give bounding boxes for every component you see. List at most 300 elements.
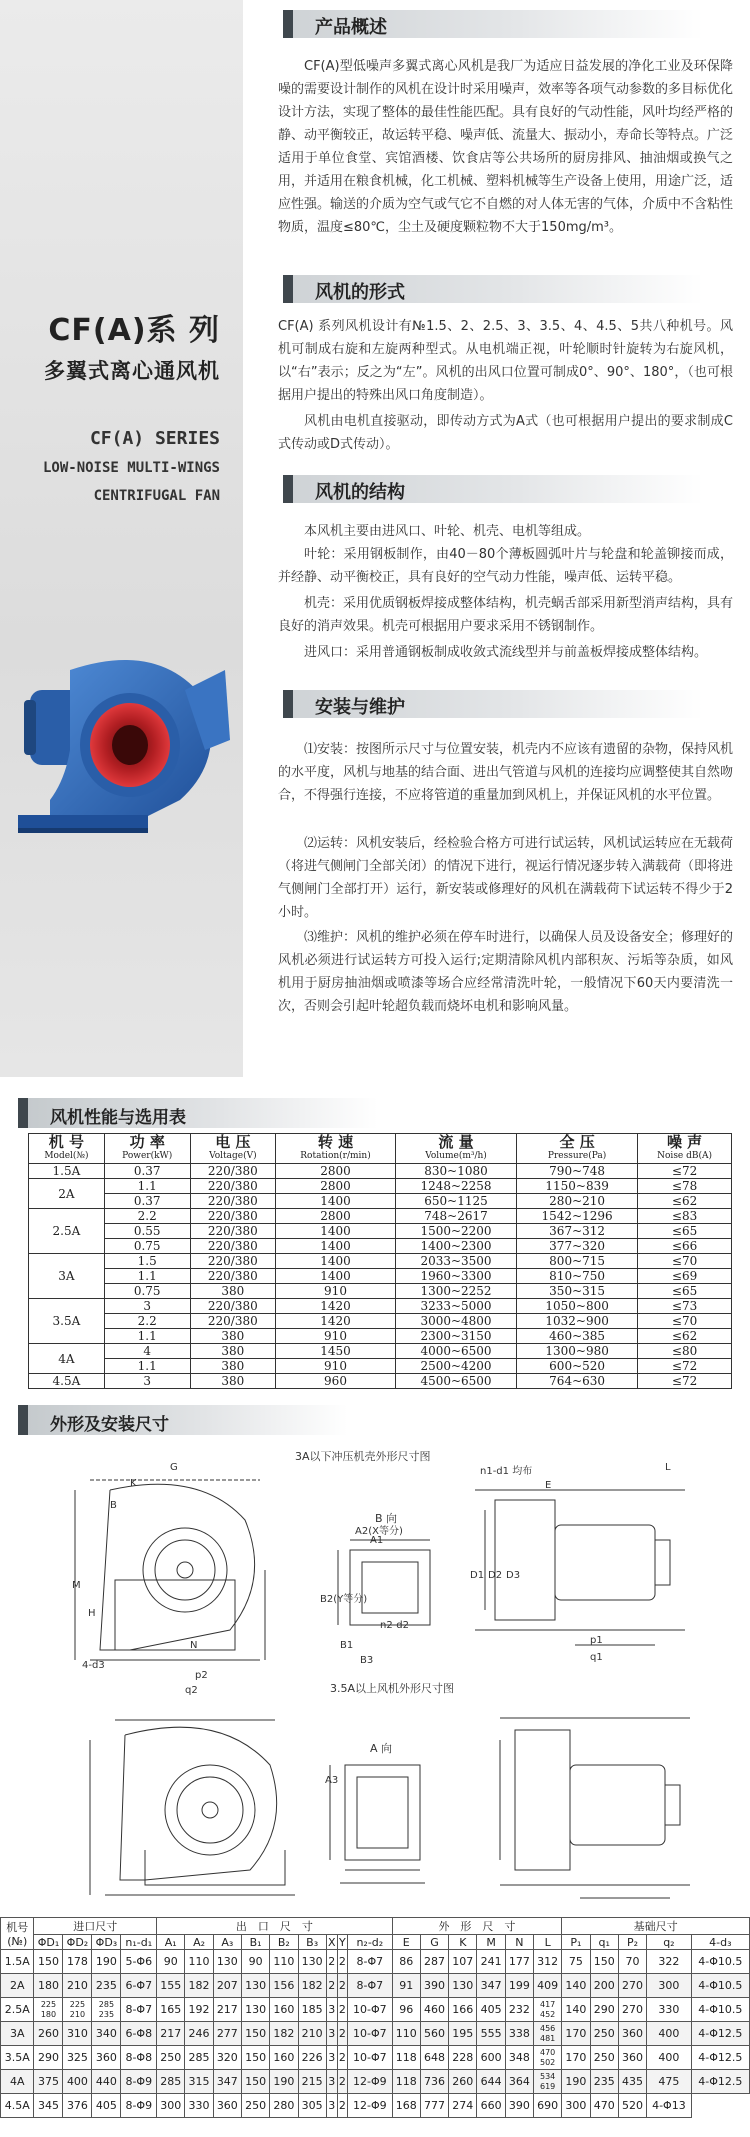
- perf-cell: 0.55: [104, 1224, 190, 1239]
- dim-cell: 325: [63, 2046, 92, 2070]
- dim-cell: 118: [392, 2070, 420, 2094]
- perf-cell: ≤80: [638, 1344, 732, 1359]
- perf-cell: 220/380: [190, 1239, 275, 1254]
- perf-cell: ≤62: [638, 1329, 732, 1344]
- dim-cell: 160: [270, 2046, 298, 2070]
- dim-cell: [534, 1998, 562, 2022]
- dim-cell: 199: [505, 1974, 533, 1998]
- perf-cell: 960: [276, 1374, 396, 1389]
- perf-cell: 810~750: [517, 1269, 638, 1284]
- perf-cell: 764~630: [517, 1374, 638, 1389]
- dim-cell: 260: [449, 2070, 477, 2094]
- drawing-dimension-label: n2-d2: [380, 1620, 410, 1631]
- dim-model-cell: 2A: [1, 1974, 34, 1998]
- drawing-dimension-label: q1: [590, 1652, 603, 1663]
- dim-col-header-0: ΦD₁: [34, 1935, 63, 1950]
- perf-cell: 790~748: [517, 1164, 638, 1179]
- dim-cell: 3: [326, 1998, 337, 2022]
- form-text-2: 风机由电机直接驱动，即传动方式为A式（也可根据用户提出的要求制成C式传动或D式传动）。: [278, 414, 733, 452]
- overview-text: CF(A)型低噪声多翼式离心风机是我厂为适应日益发展的净化工业及环保降噪的需要设计制作的风机在设计时采用噪声，效率等各项气动参数的多目标优化设计方法，实现了整体的最佳性能匹配。具有良好的气动性能，风叶均经严格的静、动平衡较正，故运转平稳、噪声低、流量大、振动小，寿命长等特点。广泛适用于单位食堂、宾馆酒楼、饮食店等公共场所的厨房排风、抽油烟或换气之用，并适用在粮食机械，化工机械、塑料机械等生产设备上使用，用途广泛，适应性强。输送的介质为空气或气它不自燃的对人体无害的气体，介质中不含粘性物质，温度≤80℃，尘土及硬度颗粒物不大于150mg/m³。: [278, 59, 734, 235]
- perf-header-1: [104, 1134, 190, 1164]
- dim-cell: 250: [590, 2046, 618, 2070]
- perf-cell: ≤70: [638, 1254, 732, 1269]
- dim-cell: 2: [337, 1950, 347, 1974]
- perf-header-6: [638, 1134, 732, 1164]
- dim-cell: 6-Φ7: [121, 1974, 157, 1998]
- dim-col-header-7: B₁: [241, 1935, 269, 1950]
- drawing-dimension-label: D1: [470, 1570, 485, 1581]
- dim-cell: 246: [185, 2022, 213, 2046]
- dim-cell: 2: [337, 1998, 347, 2022]
- perf-header-en: Power(kW): [122, 1150, 173, 1161]
- dim-cell: [63, 1998, 92, 2022]
- perf-model-cell: 2A: [29, 1179, 105, 1209]
- dim-cell: [534, 2046, 562, 2070]
- view-b-label: B 向: [375, 1512, 398, 1525]
- perf-cell: 0.37: [104, 1194, 190, 1209]
- dim-col-header-1: ΦD₂: [63, 1935, 92, 1950]
- dim-cell: 3: [326, 2094, 337, 2118]
- perf-cell: 1.5: [104, 1254, 190, 1269]
- dimensions-table: [0, 1917, 750, 2118]
- dim-cell: 390: [505, 2094, 533, 2118]
- dim-model-cell: 4.5A: [1, 2094, 34, 2118]
- dim-cell: 160: [270, 1998, 298, 2022]
- dim-cell: 10-Φ7: [348, 2046, 393, 2070]
- dim-cell: 330: [647, 1998, 692, 2022]
- dim-cell: 155: [157, 1974, 185, 1998]
- perf-cell: 220/380: [190, 1254, 275, 1269]
- form-text-1: CF(A) 系列风机设计有№1.5、2、2.5、3、3.5、4、4.5、5共八种机号。风机可制成右旋和左旋两种型式。从电机端正视，叶轮顺时针旋转为右旋风机，以“右”表示；反之为“左”。风机的出风口位置可制成0°、90°、180°，（也可根据用户提出的特殊出风口角度制造）。: [278, 319, 733, 403]
- structure-heading: 风机的结构: [283, 475, 703, 503]
- dim-model-cell: 4A: [1, 2070, 34, 2094]
- table-row: [1, 2022, 750, 2046]
- perf-header-4: [395, 1134, 516, 1164]
- series-title: CF(A)系 列: [48, 313, 220, 348]
- drawing-dimension-label: L: [665, 1462, 671, 1473]
- drawing-dimension-label: D3: [506, 1570, 521, 1581]
- dim-cell: 190: [270, 2070, 298, 2094]
- table-row: [1, 1998, 750, 2022]
- dim-cell: 150: [241, 2070, 269, 2094]
- dim-cell: 310: [63, 2022, 92, 2046]
- perf-cell: ≤62: [638, 1194, 732, 1209]
- dim-cell: [34, 1998, 63, 2022]
- perf-header-en: Voltage(V): [209, 1150, 257, 1161]
- dim-cell: 170: [562, 2022, 590, 2046]
- perf-cell: 748~2617: [395, 1209, 516, 1224]
- drawing-small-front-view: [70, 1460, 290, 1675]
- dim-cell: 235: [590, 2070, 618, 2094]
- perf-cell: 1450: [276, 1344, 396, 1359]
- dim-cell: 130: [241, 1974, 269, 1998]
- dim-cell: 360: [618, 2046, 646, 2070]
- perf-model-cell: 3A: [29, 1254, 105, 1299]
- dim-col-header-23: 4-d₃: [691, 1935, 749, 1950]
- drawing-dimension-label: K: [130, 1478, 137, 1489]
- dim-cell: 250: [241, 2094, 269, 2118]
- table-row: [29, 1374, 732, 1389]
- dim-cell: 290: [34, 2046, 63, 2070]
- dim-cell: 305: [298, 2094, 326, 2118]
- dim-cell: 12-Φ9: [348, 2094, 393, 2118]
- perf-cell: ≤73: [638, 1299, 732, 1314]
- perf-cell: 0.75: [104, 1284, 190, 1299]
- perf-cell: 1400: [276, 1254, 396, 1269]
- perf-header-en: Volume(m³/h): [425, 1150, 487, 1161]
- dim-cell: 250: [157, 2046, 185, 2070]
- dim-cell: 475: [647, 2070, 692, 2094]
- perf-header-en: Pressure(Pa): [547, 1150, 607, 1161]
- dim-cell: 4-Φ12.5: [691, 2022, 749, 2046]
- dim-cell: 182: [185, 1974, 213, 1998]
- dim-cell: 182: [298, 1974, 326, 1998]
- dim-cell: 110: [270, 1950, 298, 1974]
- dim-cell: 250: [590, 2022, 618, 2046]
- dim-cell: 360: [618, 2022, 646, 2046]
- dim-cell: 130: [241, 1998, 269, 2022]
- view-a-label: A 向: [370, 1742, 393, 1755]
- perf-cell: 910: [276, 1329, 396, 1344]
- dim-cell: 107: [449, 1950, 477, 1974]
- dim-cell: 290: [590, 1998, 618, 2022]
- dim-cell: 192: [185, 1998, 213, 2022]
- dim-cell: 185: [298, 1998, 326, 2022]
- dim-col-header-14: G: [420, 1935, 448, 1950]
- perf-cell: 600~520: [517, 1359, 638, 1374]
- table-row: [1, 2046, 750, 2070]
- dim-cell: 470: [590, 2094, 618, 2118]
- dim-cell: 86: [392, 1950, 420, 1974]
- perf-cell: 220/380: [190, 1209, 275, 1224]
- drawing-dimension-label: 4-d3: [82, 1660, 105, 1671]
- perf-cell: 0.37: [104, 1164, 190, 1179]
- table-row: [29, 1254, 732, 1269]
- perf-header-cn: 功 率: [129, 1132, 165, 1151]
- dim-cell-part: 619: [540, 2081, 556, 2091]
- perf-cell: 220/380: [190, 1299, 275, 1314]
- dim-cell: 644: [477, 2070, 505, 2094]
- perf-cell: 1032~900: [517, 1314, 638, 1329]
- dim-cell: 140: [562, 1998, 590, 2022]
- series-en-title: CF(A) SERIES: [89, 428, 220, 449]
- perf-cell: 280~210: [517, 1194, 638, 1209]
- table-row: [29, 1299, 732, 1314]
- table-row: [29, 1269, 732, 1284]
- caption-small-fan: 3A以下冲压机壳外形尺寸图: [295, 1450, 431, 1463]
- table-row: [29, 1194, 732, 1209]
- table-row: [29, 1359, 732, 1374]
- perf-cell: 4: [104, 1344, 190, 1359]
- dim-cell: 338: [505, 2022, 533, 2046]
- dim-cell: 312: [534, 1950, 562, 1974]
- dim-cell: 3: [326, 2070, 337, 2094]
- dim-cell: 182: [270, 2022, 298, 2046]
- perf-cell: 1400: [276, 1194, 396, 1209]
- perf-header-5: [517, 1134, 638, 1164]
- dim-cell: 330: [185, 2094, 213, 2118]
- dim-cell: 168: [392, 2094, 420, 2118]
- table-row: [29, 1314, 732, 1329]
- dim-cell-part: 502: [540, 2057, 556, 2067]
- perf-cell: 4000~6500: [395, 1344, 516, 1359]
- dim-cell: 2: [337, 1974, 347, 1998]
- dim-col-header-15: K: [449, 1935, 477, 1950]
- dim-cell: 400: [63, 2070, 92, 2094]
- dim-cell: 300: [562, 2094, 590, 2118]
- dim-cell: 277: [213, 2022, 241, 2046]
- drawing-dimension-label: D2: [488, 1570, 503, 1581]
- drawing-dimension-label: A1: [370, 1535, 384, 1546]
- perf-cell: 1150~839: [517, 1179, 638, 1194]
- dim-cell: 150: [34, 1950, 63, 1974]
- dim-cell: 190: [562, 2070, 590, 2094]
- dim-col-header-19: P₁: [562, 1935, 590, 1950]
- dim-cell: 226: [298, 2046, 326, 2070]
- performance-header-row: [29, 1134, 732, 1164]
- drawing-dimension-label: B1: [340, 1640, 354, 1651]
- perf-cell: ≤65: [638, 1224, 732, 1239]
- perf-cell: ≤65: [638, 1284, 732, 1299]
- dim-cell: 736: [420, 2070, 448, 2094]
- dim-cell: 217: [213, 1998, 241, 2022]
- perf-cell: 220/380: [190, 1269, 275, 1284]
- structure-text-3: 机壳：采用优质钢板焊接成整体结构，机壳蜗舌部采用新型消声结构，具有良好的消声效果。机壳可根据用户要求采用不锈钢制作。: [278, 596, 734, 634]
- perf-cell: ≤83: [638, 1209, 732, 1224]
- perf-header-3: [276, 1134, 396, 1164]
- dim-cell: 648: [420, 2046, 448, 2070]
- dim-cell: 274: [449, 2094, 477, 2118]
- drawing-dimension-label: B3: [360, 1655, 374, 1666]
- dim-cell: 285: [185, 2046, 213, 2070]
- perf-cell: 1050~800: [517, 1299, 638, 1314]
- dim-cell: 340: [92, 2022, 121, 2046]
- perf-cell: 1300~2252: [395, 1284, 516, 1299]
- dim-cell: 322: [647, 1950, 692, 1974]
- dim-cell: [534, 2022, 562, 2046]
- dim-cell: 207: [213, 1974, 241, 1998]
- dim-cell: 400: [647, 2046, 692, 2070]
- perf-cell: ≤70: [638, 1314, 732, 1329]
- perf-header-cn: 噪 声: [666, 1132, 703, 1151]
- dim-cell: 600: [477, 2046, 505, 2070]
- perf-model-cell: 4A: [29, 1344, 105, 1374]
- perf-cell: 3: [104, 1374, 190, 1389]
- dim-header-model: 机号 (№): [1, 1918, 34, 1950]
- perf-model-cell: 2.5A: [29, 1209, 105, 1254]
- dim-cell: 460: [420, 1998, 448, 2022]
- dim-cell-part: 456: [540, 2023, 556, 2033]
- dim-cell: 390: [420, 1974, 448, 1998]
- dim-cell: 8-Φ8: [121, 2046, 157, 2070]
- table-row: [29, 1284, 732, 1299]
- dim-cell: 560: [420, 2022, 448, 2046]
- dim-cell: 156: [270, 1974, 298, 1998]
- dim-col-header-5: A₂: [185, 1935, 213, 1950]
- dim-cell: 130: [298, 1950, 326, 1974]
- perf-cell: 380: [190, 1284, 275, 1299]
- dim-col-header-9: B₃: [298, 1935, 326, 1950]
- dim-cell: 8-Φ9: [121, 2070, 157, 2094]
- perf-header-en: Model(№): [44, 1150, 89, 1161]
- dim-cell: 150: [590, 1950, 618, 1974]
- dim-cell: 280: [270, 2094, 298, 2118]
- form-heading: 风机的形式: [283, 275, 703, 303]
- dim-cell: 110: [185, 1950, 213, 1974]
- perf-cell: 1400: [276, 1224, 396, 1239]
- dim-cell: 360: [92, 2046, 121, 2070]
- dim-cell: 435: [618, 2070, 646, 2094]
- table-row: [1, 1950, 750, 1974]
- dim-cell: 190: [92, 1950, 121, 1974]
- perf-cell: 910: [276, 1359, 396, 1374]
- dim-cell: 409: [534, 1974, 562, 1998]
- dim-cell-part: 452: [540, 2009, 556, 2019]
- dim-col-header-2: ΦD₃: [92, 1935, 121, 1950]
- drawing-dimension-label: p1: [590, 1635, 603, 1646]
- perf-cell: 2800: [276, 1209, 396, 1224]
- dim-col-header-16: M: [477, 1935, 505, 1950]
- perf-cell: 1248~2258: [395, 1179, 516, 1194]
- dim-cell: 440: [92, 2070, 121, 2094]
- perf-cell: 1400: [276, 1239, 396, 1254]
- dim-cell: 364: [505, 2070, 533, 2094]
- dim-header-outlet: 出 口 尺 寸: [157, 1918, 392, 1935]
- series-en-line3: CENTRIFUGAL FAN: [93, 488, 220, 504]
- dim-cell: 210: [63, 1974, 92, 1998]
- perf-header-cn: 全 压: [559, 1132, 595, 1151]
- drawing-dimension-label: M: [72, 1580, 81, 1591]
- drawing-dimension-label: N: [190, 1640, 198, 1651]
- dim-cell: 300: [647, 1974, 692, 1998]
- table-row: [29, 1209, 732, 1224]
- dim-cell: 660: [477, 2094, 505, 2118]
- dim-cell: 90: [241, 1950, 269, 1974]
- drawing-large-side-view: [470, 1700, 710, 1910]
- dim-cell: 270: [618, 1998, 646, 2022]
- dim-cell: 360: [213, 2094, 241, 2118]
- perf-model-cell: 3.5A: [29, 1299, 105, 1344]
- perf-cell: 910: [276, 1284, 396, 1299]
- dim-cell: 4-Φ13: [647, 2094, 692, 2118]
- dim-cell: 520: [618, 2094, 646, 2118]
- dim-header-outline: 外 形 尺 寸: [392, 1918, 562, 1935]
- perf-cell: 2300~3150: [395, 1329, 516, 1344]
- dim-col-header-18: L: [534, 1935, 562, 1950]
- dim-model-cell: 3A: [1, 2022, 34, 2046]
- dim-cell: 12-Φ9: [348, 2070, 393, 2094]
- dim-cell: 4-Φ10.5: [691, 1998, 749, 2022]
- perf-cell: 220/380: [190, 1224, 275, 1239]
- perf-header-en: Rotation(r/min): [300, 1150, 371, 1161]
- perf-cell: 377~320: [517, 1239, 638, 1254]
- perf-header-en: Noise dB(A): [657, 1150, 713, 1161]
- perf-cell: 380: [190, 1344, 275, 1359]
- dim-cell: 195: [449, 2022, 477, 2046]
- dim-cell: 400: [647, 2022, 692, 2046]
- dim-cell: 405: [92, 2094, 121, 2118]
- dim-cell: 130: [449, 1974, 477, 1998]
- perf-cell: 380: [190, 1329, 275, 1344]
- dim-col-header-20: q₁: [590, 1935, 618, 1950]
- perf-header-cn: 流 量: [438, 1132, 474, 1151]
- dim-col-header-8: B₂: [270, 1935, 298, 1950]
- structure-text-4: 进风口：采用普通钢板制成收敛式流线型并与前盖板焊接成整体结构。: [304, 645, 708, 660]
- dim-cell-part: 235: [98, 2009, 115, 2019]
- perf-cell: 1.1: [104, 1329, 190, 1344]
- perf-cell: ≤72: [638, 1374, 732, 1389]
- dim-col-header-17: N: [505, 1935, 533, 1950]
- dim-cell: 96: [392, 1998, 420, 2022]
- dim-cell: 177: [505, 1950, 533, 1974]
- perf-cell: 220/380: [190, 1194, 275, 1209]
- dim-col-header-6: A₃: [213, 1935, 241, 1950]
- dim-cell: 118: [392, 2046, 420, 2070]
- drawing-dimension-label: G: [170, 1462, 178, 1473]
- series-en-line2: LOW-NOISE MULTI-WINGS: [42, 460, 220, 476]
- perf-cell: 3000~4800: [395, 1314, 516, 1329]
- drawing-dimension-label: E: [545, 1480, 552, 1491]
- perf-cell: 1400: [276, 1269, 396, 1284]
- table-row: [29, 1224, 732, 1239]
- dim-cell: 260: [34, 2022, 63, 2046]
- dim-cell-part: 180: [40, 2009, 57, 2019]
- dim-cell: 150: [241, 2022, 269, 2046]
- caption-large-fan: 3.5A以上风机外形尺寸图: [330, 1682, 455, 1695]
- perf-cell: ≤72: [638, 1164, 732, 1179]
- perf-cell: 4500~6500: [395, 1374, 516, 1389]
- dim-col-header-4: A₁: [157, 1935, 185, 1950]
- dim-cell-part: 210: [69, 2009, 86, 2019]
- table-row: [1, 2094, 750, 2118]
- dim-cell: 348: [505, 2046, 533, 2070]
- dim-model-cell: 2.5A: [1, 1998, 34, 2022]
- dim-cell-part: 534: [540, 2071, 556, 2081]
- table-row: [1, 1974, 750, 1998]
- dim-cell: [534, 2070, 562, 2094]
- table-row: [29, 1179, 732, 1194]
- drawing-dimension-label: q2: [185, 1685, 198, 1696]
- dim-cell: 375: [34, 2070, 63, 2094]
- dim-cell: 777: [420, 2094, 448, 2118]
- install-text-3: ⑶维护：风机的维护必须在停车时进行，以确保人员及设备安全；修理好的风机必须进行试运转方可投入运行;定期清除风机内部积灰、污垢等杂质，如风机用于厨房抽油烟或喷漆等场合应经常清洗叶轮，一般情况下60天内要清洗一次，否则会引起叶轮超负载而烧坏电机和影响风量。: [278, 930, 734, 1014]
- dim-cell: 166: [449, 1998, 477, 2022]
- dim-cell: 235: [92, 1974, 121, 1998]
- dim-cell-part: 481: [540, 2033, 556, 2043]
- dim-cell: 91: [392, 1974, 420, 1998]
- perf-cell: 3: [104, 1299, 190, 1314]
- dim-cell: 10-Φ7: [348, 1998, 393, 2022]
- drawing-dimension-label: n1-d1 均布: [480, 1466, 533, 1477]
- structure-text-2: 叶轮：采用钢板制作，由40－80个薄板圆弧叶片与轮盘和轮盖铆接而成，并经静、动平衡校正，具有良好的空气动力性能，噪声低、运转平稳。: [278, 547, 733, 585]
- dim-col-header-3: n₁-d₁: [121, 1935, 157, 1950]
- perf-cell: ≤66: [638, 1239, 732, 1254]
- dim-cell: 8-Φ7: [348, 1950, 393, 1974]
- perf-cell: 380: [190, 1374, 275, 1389]
- install-text-1: ⑴安装：按图所示尺寸与位置安装，机壳内不应该有遗留的杂物，保持风机的水平度，风机与地基的结合面、进出气管道与风机的连接均应调整使其自然吻合，不得强行连接，不应将管道的重量加到风机上，并保证风机的水平位置。: [278, 742, 734, 803]
- perf-cell: 2.2: [104, 1314, 190, 1329]
- dim-cell: 4-Φ12.5: [691, 2070, 749, 2094]
- performance-table: [28, 1133, 732, 1389]
- perf-header-cn: 机 号: [48, 1132, 84, 1151]
- dim-model-cell: 3.5A: [1, 2046, 34, 2070]
- perf-cell: 2033~3500: [395, 1254, 516, 1269]
- dim-cell: 5-Φ6: [121, 1950, 157, 1974]
- table-row: [29, 1164, 732, 1179]
- install-heading: 安装与维护: [283, 690, 703, 718]
- dim-cell: 90: [157, 1950, 185, 1974]
- drawing-dimension-label: H: [88, 1608, 96, 1619]
